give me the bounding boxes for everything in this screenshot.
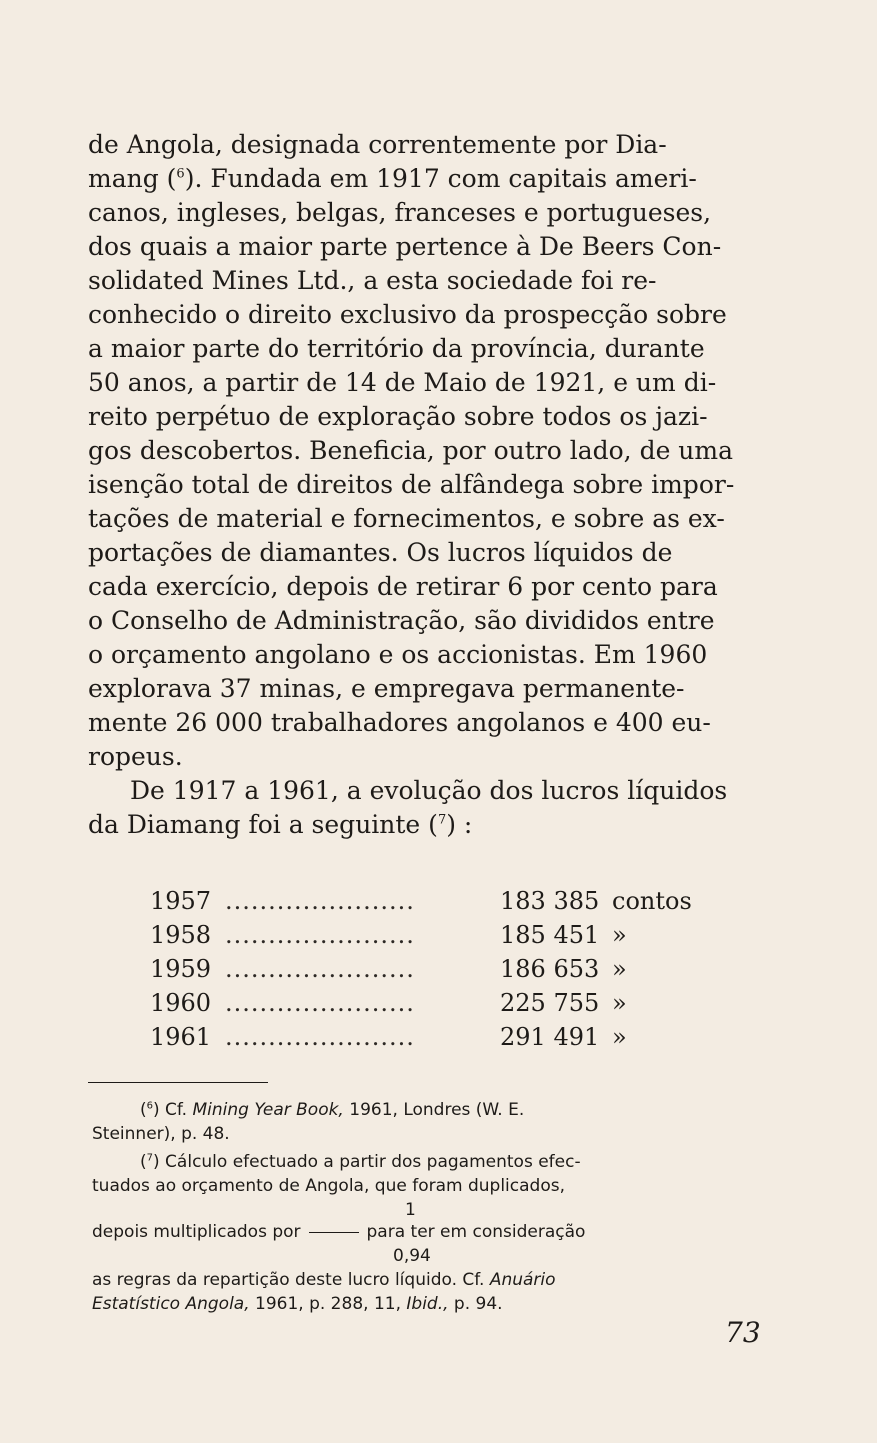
line-text: 50 anos, a partir de 14 de Maio de 1921, e um di- — [88, 368, 717, 397]
footnote-text: ) Cf. — [153, 1100, 193, 1120]
footnote-marker: 6 — [146, 1100, 154, 1112]
footnote-text: para ter em consideração — [366, 1222, 586, 1242]
book-title: Anuário — [489, 1270, 556, 1290]
footnote-ref-6: 6 — [176, 166, 185, 182]
year-cell: 1957 — [150, 887, 212, 915]
unit-cell: » — [612, 921, 627, 949]
line-text: mang ( — [88, 164, 177, 193]
footnote-text: Steinner), p. 48. — [92, 1124, 230, 1144]
value-cell: 185 451 — [500, 921, 600, 949]
footnote-7-line — [92, 1220, 760, 1244]
line-text: portações de diamantes. Os lucros líquidos de — [88, 538, 673, 567]
line-text: de Angola, designada correntemente por Dia- — [88, 130, 667, 159]
footnote-text: depois multiplicados por — [92, 1222, 301, 1242]
line-text: conhecido o direito exclusivo da prospecção sobre — [88, 300, 727, 329]
year-cell: 1961 — [150, 1023, 212, 1051]
line-text: canos, ingleses, belgas, franceses e portugueses, — [88, 198, 712, 227]
unit-cell: » — [612, 989, 627, 1017]
paragraph-line — [88, 162, 756, 196]
footnote-7-line: ($^7$) Cálculo efectuado a partir dos pagamentos efec- — [140, 1152, 581, 1172]
year-cell: 1959 — [150, 955, 212, 983]
leader-dots: ...................... — [225, 921, 415, 949]
paragraph-line — [88, 808, 756, 842]
paragraph-line — [88, 230, 756, 264]
paragraph-line — [88, 638, 756, 672]
footnote-marker: 7 — [146, 1152, 154, 1164]
footnote-text: tuados ao orçamento de Angola, que foram duplicados, — [92, 1176, 565, 1196]
year-cell: 1960 — [150, 989, 212, 1017]
unit-cell: » — [612, 1023, 627, 1051]
year-cell: 1958 — [150, 921, 212, 949]
denominator-value: 0,94 — [393, 1246, 431, 1266]
value-cell: 291 491 — [500, 1023, 600, 1051]
line-text: a maior parte do território da província, durante — [88, 334, 705, 363]
line-text: o Conselho de Administração, são divididos entre — [88, 606, 715, 635]
footnote-rule — [88, 1082, 268, 1083]
paragraph-line — [88, 400, 756, 434]
fraction-numerator — [405, 1198, 435, 1222]
footnote-ref-7: 7 — [437, 812, 447, 828]
line-text: explorava 37 minas, e empregava permanente- — [88, 674, 685, 703]
footnote-7-line — [92, 1268, 760, 1292]
footnote-text: ) Cálculo efectuado a partir dos pagamentos efec- — [153, 1152, 581, 1172]
footnote-6-line — [92, 1122, 760, 1146]
unit-cell: » — [612, 955, 627, 983]
line-text: ). Fundada em 1917 com capitais ameri- — [184, 164, 697, 193]
value-cell: 186 653 — [500, 955, 600, 983]
line-text: reito perpétuo de exploração sobre todos os jazi- — [88, 402, 708, 431]
paragraph-line — [88, 604, 756, 638]
line-text: mente 26 000 trabalhadores angolanos e 400 eu- — [88, 708, 711, 737]
paragraph-line — [88, 366, 756, 400]
fraction-bar — [309, 1232, 359, 1233]
line-text: ropeus. — [88, 742, 183, 771]
line-text: cada exercício, depois de retirar 6 por cento para — [88, 572, 718, 601]
footnote-text: 1961, p. 288, 11, — [249, 1294, 407, 1314]
paragraph-line — [88, 536, 756, 570]
line-text: tações de material e fornecimentos, e sobre as ex- — [88, 504, 725, 533]
value-cell: 225 755 — [500, 989, 600, 1017]
leader-dots: ...................... — [225, 955, 415, 983]
numerator-value: 1 — [405, 1200, 416, 1220]
paragraph-line — [88, 672, 756, 706]
paragraph-line — [88, 468, 756, 502]
fraction-denominator — [393, 1244, 453, 1268]
leader-dots: ...................... — [225, 1023, 415, 1051]
book-title: Mining Year Book, — [192, 1100, 344, 1120]
paragraph-line — [130, 774, 756, 808]
footnote-6-line: ($^6$) Cf. Mining Year Book, 1961, Londres (W. E. — [140, 1100, 525, 1120]
paragraph-line — [88, 706, 756, 740]
line-text: dos quais a maior parte pertence à De Beers Con- — [88, 232, 722, 261]
line-text: De 1917 a 1961, a evolução dos lucros líquidos — [130, 776, 728, 805]
footnote-text: 1961, Londres (W. E. — [343, 1100, 525, 1120]
footnote-text: p. 94. — [448, 1294, 503, 1314]
value-cell: 183 385 — [500, 887, 600, 915]
line-text: gos descobertos. Beneficia, por outro lado, de uma — [88, 436, 734, 465]
unit-cell: contos — [612, 887, 692, 915]
paragraph-line — [88, 264, 756, 298]
page-number: 73 — [725, 1316, 761, 1349]
footnote-7-line — [92, 1292, 760, 1316]
ibid-ref: Ibid., — [406, 1294, 449, 1314]
line-text: o orçamento angolano e os accionistas. Em 1960 — [88, 640, 708, 669]
book-title: Estatístico Angola, — [92, 1294, 250, 1314]
paragraph-line — [88, 740, 756, 774]
paragraph-line — [88, 502, 756, 536]
footnote-7-line — [92, 1174, 760, 1198]
line-text: solidated Mines Ltd., a esta sociedade foi re- — [88, 266, 657, 295]
leader-dots: ...................... — [225, 989, 415, 1017]
line-text: da Diamang foi a seguinte ( — [88, 810, 438, 839]
paragraph-line — [88, 196, 756, 230]
paragraph-line — [88, 332, 756, 366]
line-text: isenção total de direitos de alfândega sobre impor- — [88, 470, 735, 499]
paragraph-line — [88, 570, 756, 604]
paragraph-line — [88, 128, 756, 162]
footnote-text: as regras da repartição deste lucro líquido. Cf. — [92, 1270, 485, 1290]
paragraph-line — [88, 434, 756, 468]
leader-dots: ...................... — [225, 887, 415, 915]
paragraph-line — [88, 298, 756, 332]
line-text: ) : — [446, 810, 473, 839]
